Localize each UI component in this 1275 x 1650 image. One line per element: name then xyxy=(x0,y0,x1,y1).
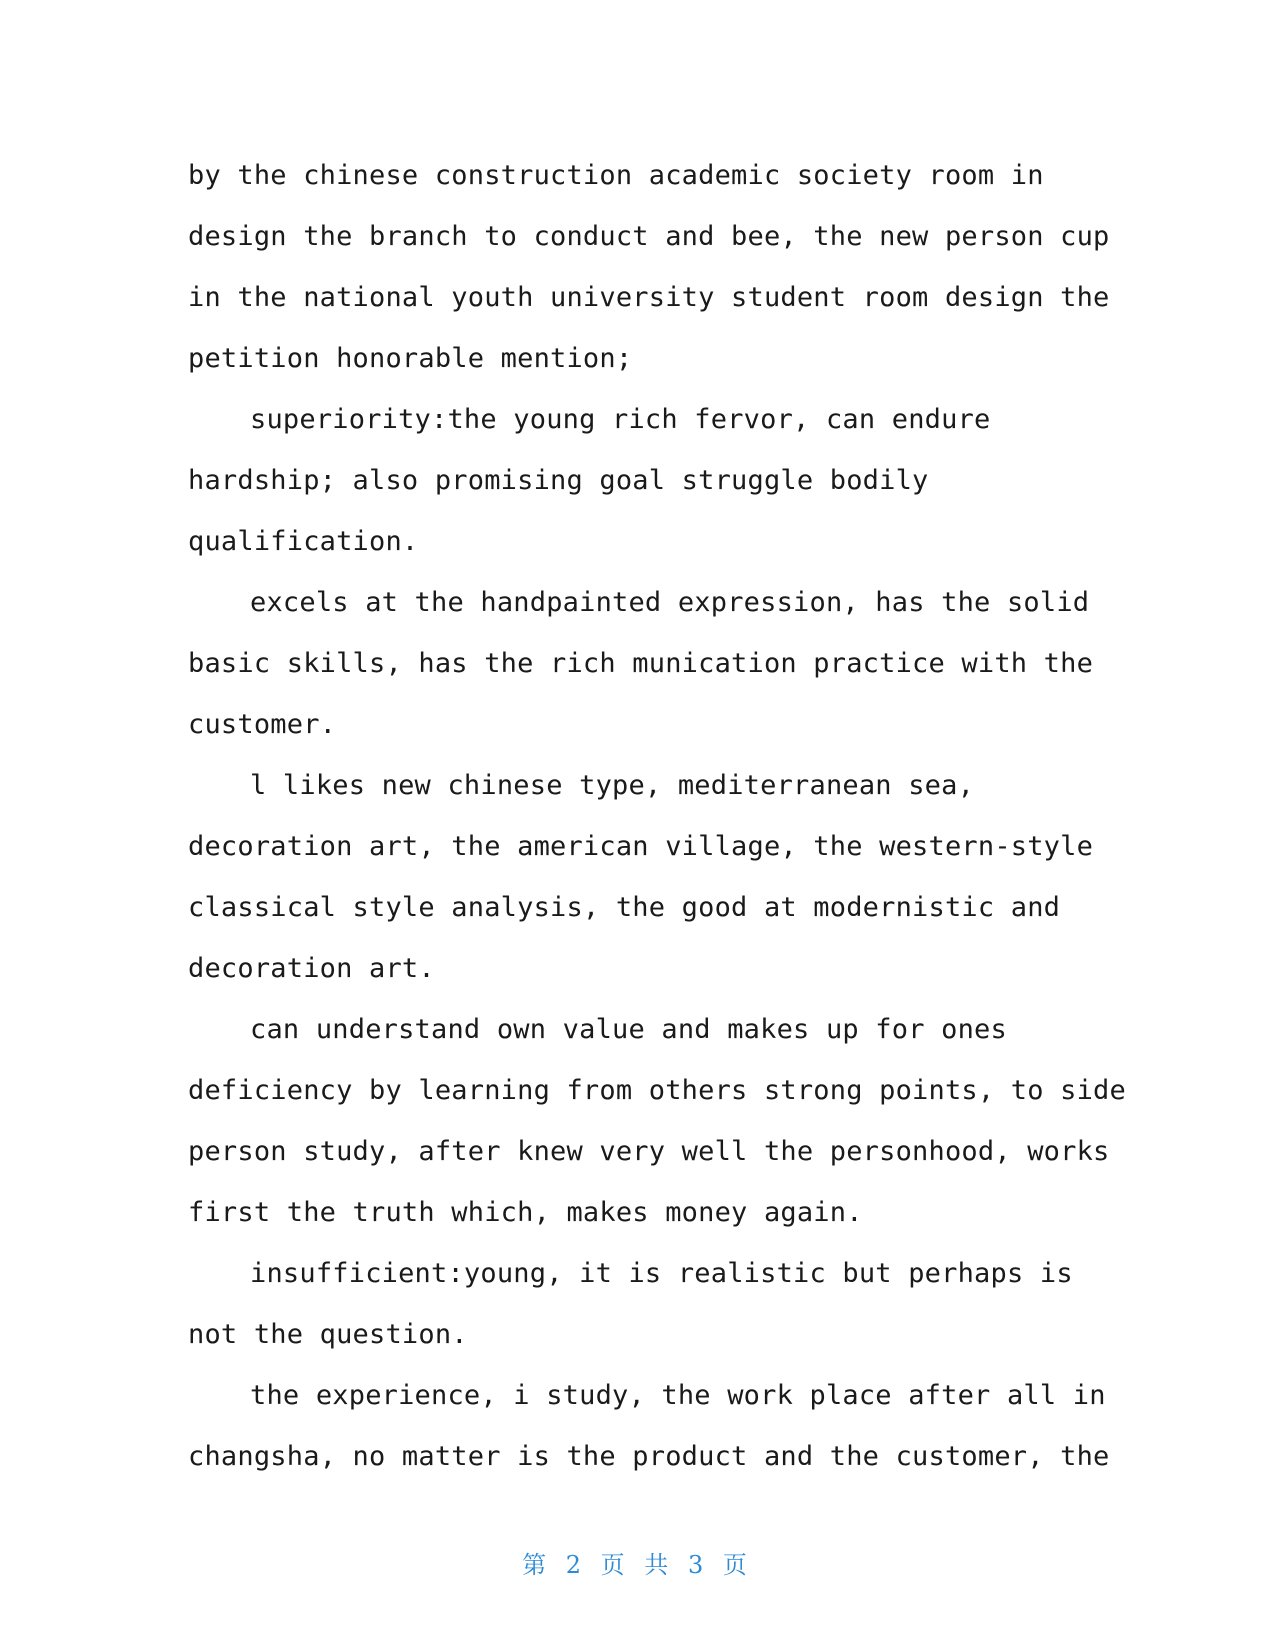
paragraph-first-line: superiority:the young rich fervor, can endure xyxy=(250,404,991,435)
paragraph-first-line: excels at the handpainted expression, has the solid xyxy=(250,587,1090,618)
text-line: decoration art. xyxy=(188,953,435,984)
text-line: hardship; also promising goal struggle bodily xyxy=(188,465,929,496)
text-line: not the question. xyxy=(188,1319,468,1350)
document-body xyxy=(188,145,1126,1487)
page-number-footer: 第 2 页 共 3 页 xyxy=(522,1551,753,1579)
text-line: customer. xyxy=(188,709,337,740)
paragraph-first-line: l likes new chinese type, mediterranean sea, xyxy=(250,770,975,801)
text-line: qualification. xyxy=(188,526,419,557)
text-line: in the national youth university student room design the xyxy=(188,282,1110,313)
text-line: basic skills, has the rich munication practice with the xyxy=(188,648,1094,679)
paragraph-first-line: the experience, i study, the work place after all in xyxy=(250,1380,1106,1411)
text-line: first the truth which, makes money again. xyxy=(188,1197,863,1228)
text-line: deficiency by learning from others strong points, to side xyxy=(188,1075,1126,1106)
text-line: petition honorable mention; xyxy=(188,343,633,374)
text-line: classical style analysis, the good at modernistic and xyxy=(188,892,1061,923)
text-line: by the chinese construction academic society room in xyxy=(188,160,1044,191)
paragraph-first-line: can understand own value and makes up for ones xyxy=(250,1014,1007,1045)
paragraph-first-line: insufficient:young, it is realistic but perhaps is xyxy=(250,1258,1073,1289)
text-line: decoration art, the american village, the western-style xyxy=(188,831,1094,862)
text-line: changsha, no matter is the product and the customer, the xyxy=(188,1441,1110,1472)
text-line: design the branch to conduct and bee, the new person cup xyxy=(188,221,1110,252)
text-line: person study, after knew very well the personhood, works xyxy=(188,1136,1110,1167)
